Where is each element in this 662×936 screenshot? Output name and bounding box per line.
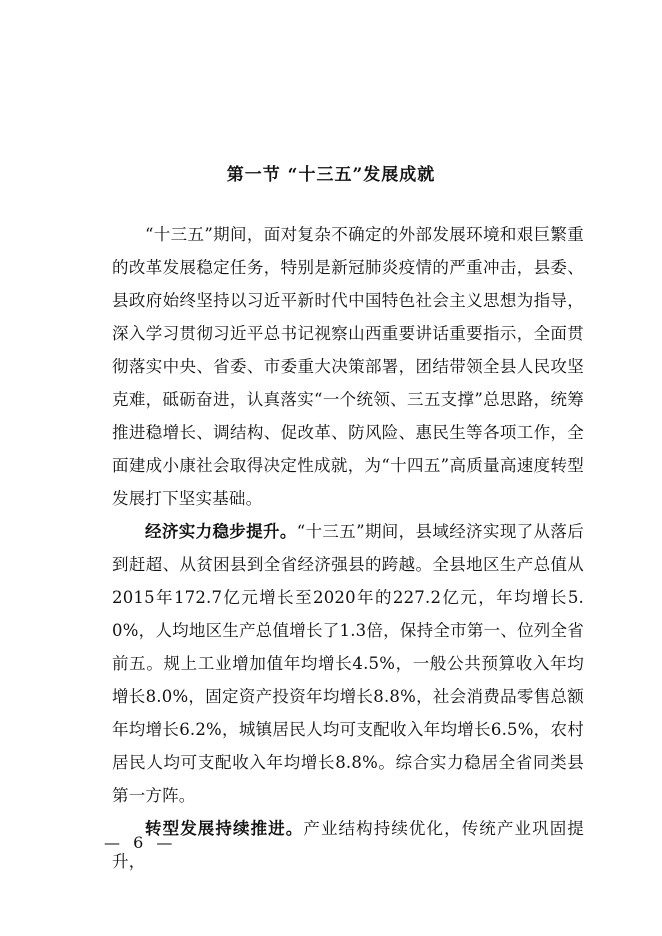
paragraph-lead: 经济实力稳步提升。 — [145, 522, 297, 541]
paragraph-intro — [112, 218, 584, 515]
paragraph-transformation — [112, 812, 584, 878]
section-title: 第一节 “十三五”发展成就 — [226, 165, 436, 185]
page-number: — 6 — — [104, 833, 177, 852]
paragraph-text: “十三五”期间，面对复杂不确定的外部发展环境和艰巨繁重的改革发展稳定任务，特别是新冠肺炎疫情的严重冲击，县委、县政府始终坚持以习近平新时代中国特色社会主义思想为指导，深入学习贯彻习近平总书记视察山西重要讲话重要指示，全面贯彻落实中央、省委、市委重大决策部署，团结带领全县人民攻坚克难，砥砺奋进，认真落实“一个统领、三五支撑”总思路，统筹推进稳增长、调结构、促改革、防风险、惠民生等各项工作，全面建成小康社会取得决定性成就，为“十四五”高质量高速度转型发展打下坚实基础。 — [112, 225, 584, 508]
paragraph-text: “十三五”期间，县域经济实现了从落后到赶超、从贫困县到全省经济强县的跨越。全县地区生产总值从2015年172.7亿元增长至2020年的227.2亿元，年均增长5.0%，人均地区生产总值增长了1.3倍，保持全市第一、位列全省前五。规上工业增加值年均增长4.5%，一般公共预算收入年均增长8.0%，固定资产投资年均增长8.8%，社会消费品零售总额年均增长6.2%，城镇居民人均可支配收入年均增长6.5%，农村居民人均可支配收入年均增长8.8%。综合实力稳居全省同类县第一方阵。 — [112, 522, 584, 805]
body-text — [112, 218, 584, 878]
paragraph-economy — [112, 515, 584, 812]
paragraph-lead: 转型发展持续推进。 — [145, 819, 304, 838]
paragraph-text: 产业结构持续优化，传统产业巩固提升， — [112, 819, 584, 871]
